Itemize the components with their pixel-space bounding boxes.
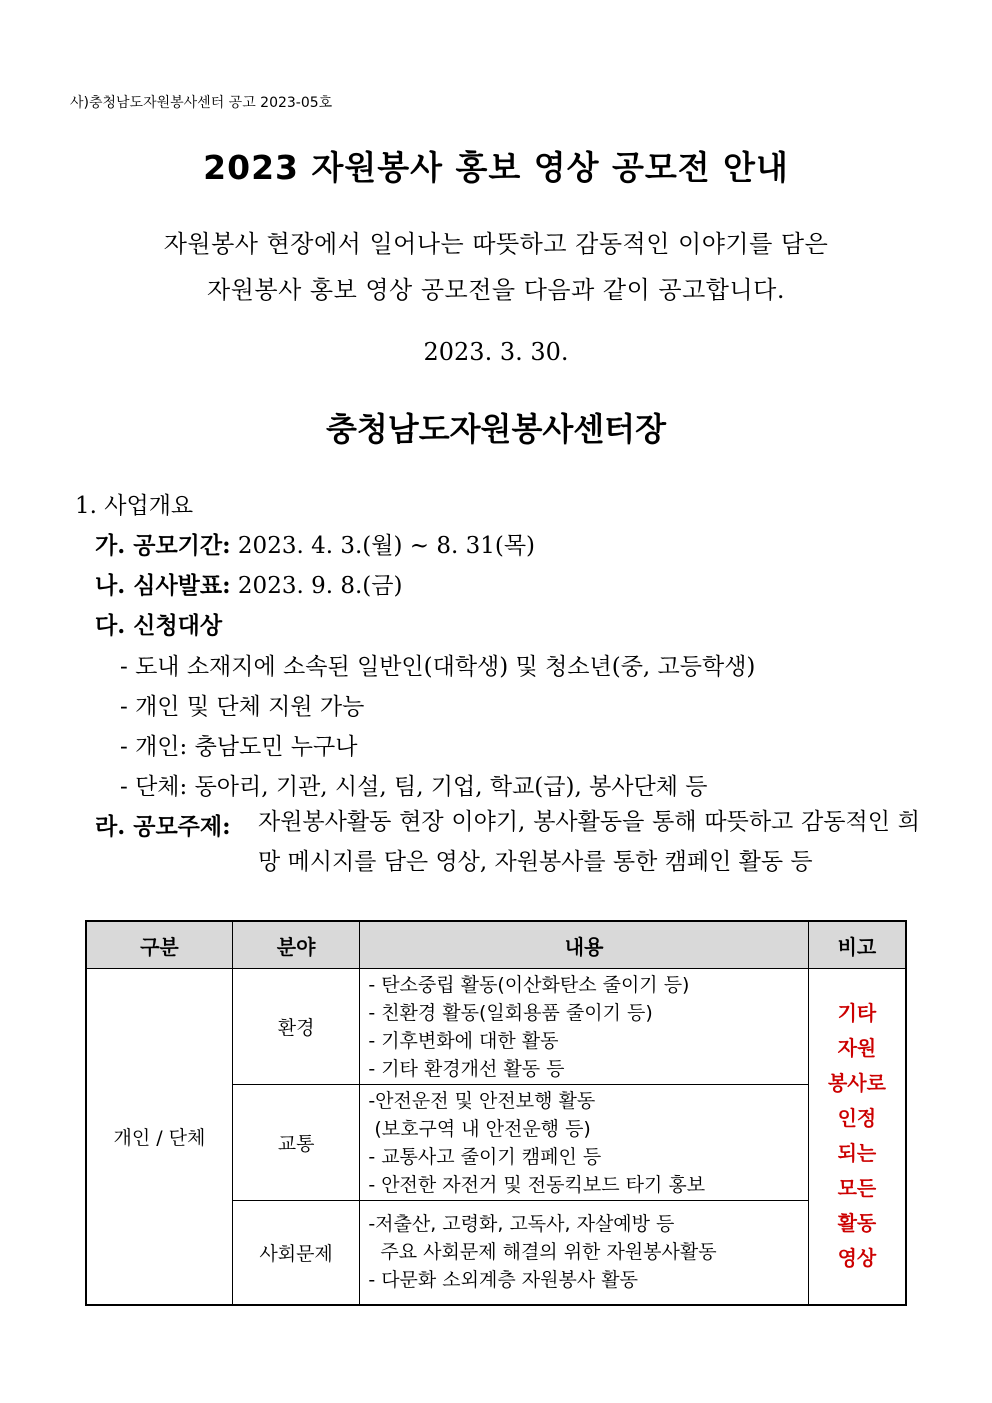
content-line: - 기후변화에 대한 활동	[368, 1029, 559, 1052]
field-cell: 사회문제	[232, 1201, 359, 1305]
eligibility-item: - 단체: 동아리, 기관, 시설, 팀, 기업, 학교(급), 봉사단체 등	[120, 774, 708, 800]
intro-line-1: 자원봉사 현장에서 일어나는 따뜻하고 감동적인 이야기를 담은	[163, 230, 829, 258]
content-line: - 안전한 자전거 및 전동킥보드 타기 홍보	[368, 1173, 706, 1196]
category-table	[85, 920, 907, 1306]
note-line: 되는	[837, 1141, 877, 1166]
note-line: 영상	[837, 1246, 877, 1271]
content-line: - 탄소중립 활동(이산화탄소 줄이기 등)	[368, 973, 690, 996]
note-line: 인정	[837, 1106, 877, 1131]
field-cell: 교통	[232, 1085, 359, 1201]
notice-id: 사)충청남도자원봉사센터 공고 2023-05호	[70, 95, 333, 111]
table-header-row	[86, 921, 906, 969]
content-line: (보호구역 내 안전운행 등)	[368, 1117, 591, 1140]
contents-cell	[360, 1201, 809, 1305]
period-row	[95, 527, 535, 560]
header-note: 비고	[808, 921, 906, 969]
note-line: 기타	[837, 1001, 877, 1026]
intro-line-2: 자원봉사 홍보 영상 공모전을 다음과 같이 공고합니다.	[207, 276, 785, 304]
judging-label: 나. 심사발표:	[95, 572, 231, 599]
note-line: 자원	[837, 1036, 877, 1061]
contents-cell	[360, 1085, 809, 1201]
content-line: -안전운전 및 안전보행 활동	[368, 1089, 596, 1112]
header-category: 구분	[86, 921, 232, 969]
table-row	[86, 969, 906, 1085]
eligibility-item: - 개인: 충남도민 누구나	[120, 734, 358, 760]
applicant-type-cell: 개인 / 단체	[86, 969, 232, 1305]
eligibility-label: 다. 신청대상	[95, 612, 223, 639]
note-line: 모든	[837, 1176, 877, 1201]
period-label: 가. 공모기간:	[95, 532, 231, 559]
page-title: 2023 자원봉사 홍보 영상 공모전 안내	[203, 148, 789, 187]
note-line: 봉사로	[827, 1071, 886, 1096]
announcement-date: 2023. 3. 30.	[423, 338, 569, 366]
content-line: - 기타 환경개선 활동 등	[368, 1057, 565, 1080]
content-line: - 다문화 소외계층 자원봉사 활동	[368, 1269, 638, 1292]
note-line: 활동	[837, 1211, 877, 1236]
contents-cell	[360, 969, 809, 1085]
content-line: -저출산, 고령화, 고독사, 자살예방 등	[368, 1213, 675, 1236]
field-cell: 환경	[232, 969, 359, 1085]
theme-value: 자원봉사활동 현장 이야기, 봉사활동을 통해 따뜻하고 감동적인 희망 메시지를 담은 영상, 자원봉사를 통한 캠페인 활동 등	[258, 809, 920, 875]
eligibility-item: - 개인 및 단체 지원 가능	[120, 694, 365, 720]
header-contents: 내용	[360, 921, 809, 969]
eligibility-item: - 도내 소재지에 소속된 일반인(대학생) 및 청소년(중, 고등학생)	[120, 654, 756, 680]
note-cell	[808, 969, 906, 1305]
judging-value: 2023. 9. 8.(금)	[237, 573, 403, 599]
content-line: 주요 사회문제 해결의 위한 자원봉사활동	[368, 1241, 717, 1264]
content-line: - 친환경 활동(일회용품 줄이기 등)	[368, 1001, 653, 1024]
content-line: - 교통사고 줄이기 캠페인 등	[368, 1145, 602, 1168]
period-value: 2023. 4. 3.(월) ~ 8. 31(목)	[237, 533, 536, 559]
organization-name: 충청남도자원봉사센터장	[325, 410, 667, 448]
section-heading: 1. 사업개요	[75, 493, 194, 519]
judging-row	[95, 567, 402, 600]
theme-label: 라. 공모주제:	[95, 813, 231, 840]
header-field: 분야	[232, 921, 359, 969]
